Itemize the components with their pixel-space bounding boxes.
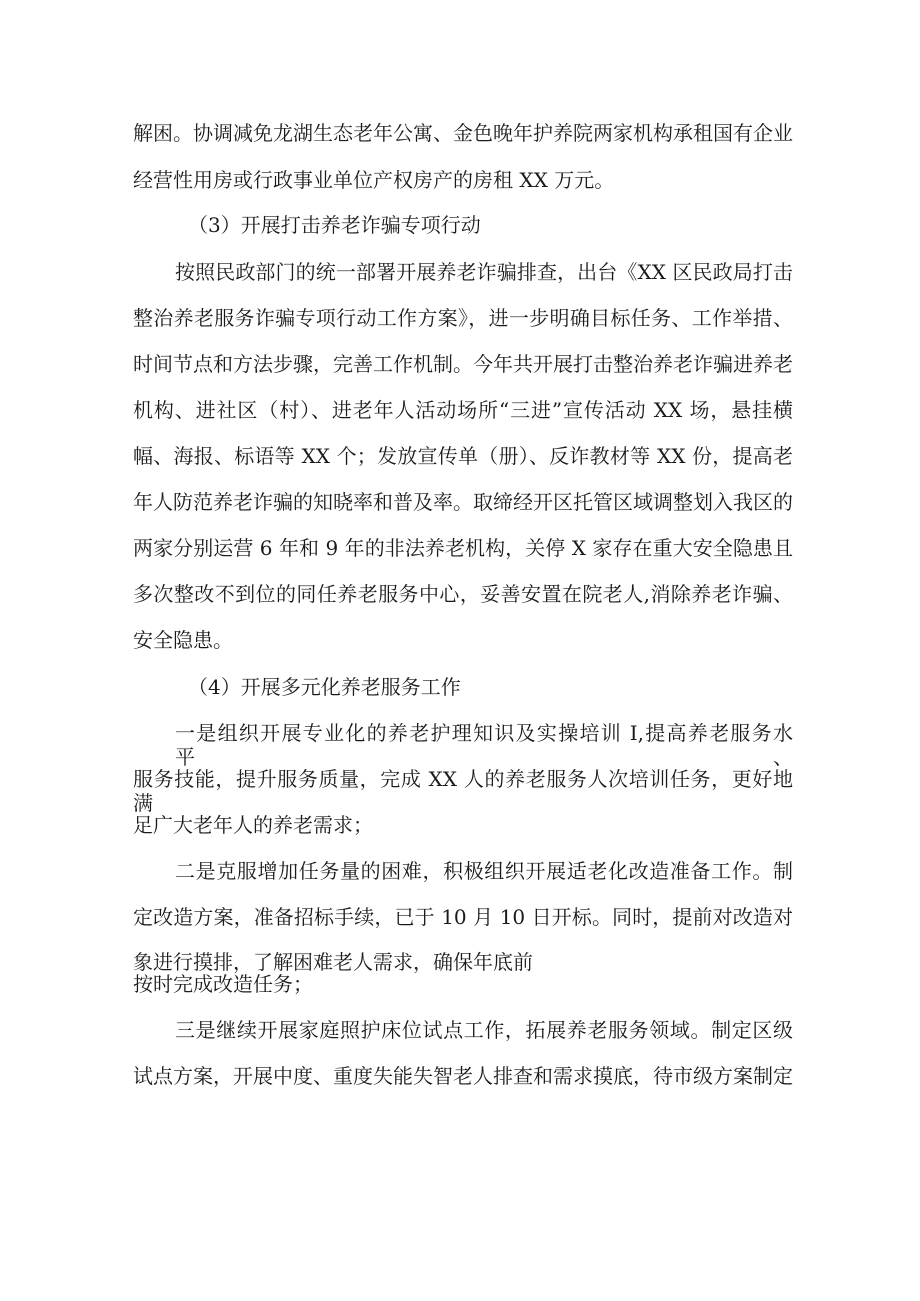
paragraph-line: 服务技能，提升服务质量，完成 XX 人的养老服务人次培训任务，更好地满: [133, 767, 793, 815]
paragraph-line: 象进行摸排，了解困难老人需求，确保年底前: [133, 950, 533, 974]
paragraph-line: 经营性用房或行政事业单位产权房产的房租 XX 万元。: [133, 168, 615, 192]
paragraph-line: 解困。协调减免龙湖生态老年公寓、金色晚年护养院两家机构承租国有企业: [133, 121, 793, 145]
section-heading-3: （3）开展打击养老诈骗专项行动: [188, 213, 481, 237]
paragraph-line: 两家分别运营 6 年和 9 年的非法养老机构，关停 X 家存在重大安全隐患且: [133, 536, 793, 560]
paragraph-line: 定改造方案，准备招标手续，已于 10 月 10 日开标。同时，提前对改造对: [133, 905, 793, 929]
paragraph-line: 二是克服增加任务量的困难，积极组织开展适老化改造准备工作。制: [175, 859, 793, 883]
paragraph-line: 安全隐患。: [133, 628, 233, 652]
paragraph-line: 按时完成改造任务；: [133, 972, 313, 996]
paragraph-line: 幅、海报、标语等 XX 个；发放宣传单（册）、反诈教材等 XX 份，提高老: [133, 444, 793, 468]
paragraph-line: 多次整改不到位的同任养老服务中心，妥善安置在院老人,消除养老诈骗、: [133, 582, 793, 606]
paragraph-line: 一是组织开展专业化的养老护理知识及实操培训 I,提高养老服务水平、: [175, 721, 793, 769]
paragraph-line: 足广大老年人的养老需求；: [133, 813, 373, 837]
paragraph-line: 机构、进社区（村）、进老年人活动场所“三进”宣传活动 XX 场，悬挂横: [133, 398, 793, 422]
paragraph-line: 整治养老服务诈骗专项行动工作方案》，进一步明确目标任务、工作举措、: [133, 306, 793, 330]
paragraph-line: 时间节点和方法步骤，完善工作机制。今年共开展打击整治养老诈骗进养老: [133, 352, 793, 376]
paragraph-line: 三是继续开展家庭照护床位试点工作，拓展养老服务领域。制定区级: [175, 1018, 793, 1042]
paragraph-line: 按照民政部门的统一部署开展养老诈骗排查，出台《XX 区民政局打击: [175, 260, 793, 284]
paragraph-line: 年人防范养老诈骗的知晓率和普及率。取缔经开区托管区域调整划入我区的: [133, 490, 793, 514]
paragraph-line: 试点方案，开展中度、重度失能失智老人排查和需求摸底，待市级方案制定: [133, 1064, 793, 1088]
section-heading-4: （4）开展多元化养老服务工作: [188, 675, 461, 699]
